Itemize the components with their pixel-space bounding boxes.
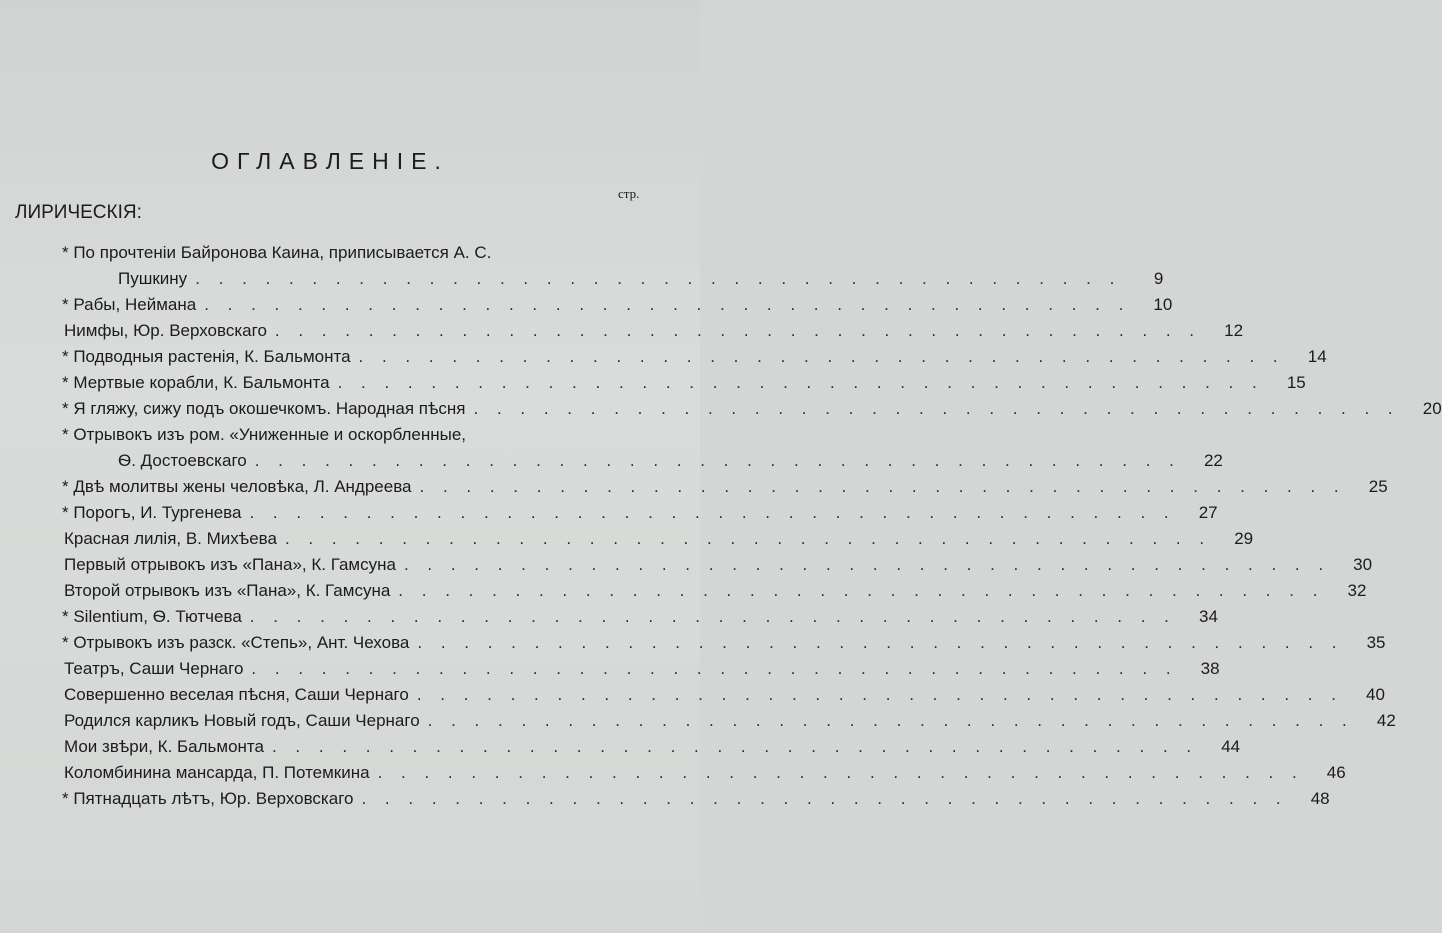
toc-entry-title: Мои звѣри, К. Бальмонта [64,737,264,756]
toc-page-number: 32 [1347,581,1367,600]
toc-entry-title: * Отрывокъ изъ ром. «Униженные и оскорбленные, [62,425,467,444]
toc-entry-line [62,344,1327,370]
leader-dots: . . . . . . . . . . . . . . . . . . . . . . . . . . . . . . . . . . . . . . . . [284,529,1212,548]
toc-entry [62,370,1306,396]
toc-entry [62,292,1173,318]
toc-entry-title: * Мертвые корабли, К. Бальмонта [62,373,330,392]
section-heading: ЛИРИЧЕСКІЯ: [15,202,142,223]
leader-dots: . . . . . . . . . . . . . . . . . . . . . . . . . . . . . . . . . . . . . . . . [398,581,1325,600]
leader-dots: . . . . . . . . . . . . . . . . . . . . . . . . . . . . . . . . . . . . . . . . [274,321,1202,340]
toc-entry-line [64,656,1220,682]
leader-dots: . . . . . . . . . . . . . . . . . . . . . . . . . . . . . . . . . . . . . . . . [403,555,1331,574]
toc-page-number: 9 [1153,269,1164,288]
toc-entry [64,656,1220,682]
toc-page-number: 42 [1376,711,1396,730]
toc-page-number: 35 [1366,633,1386,652]
toc-entry [64,760,1346,786]
toc-page-number: 12 [1224,321,1244,340]
toc-entry-line [64,318,1244,344]
toc-entry-title: Красная лилія, В. Михѣева [64,529,277,548]
toc-entry [62,786,1330,812]
toc-entry-line [62,630,1386,656]
toc-entry [62,474,1388,500]
leader-dots: . . . . . . . . . . . . . . . . . . . . . . . . . . . . . . . . . . . . . . . . [416,685,1343,704]
leader-dots: . . . . . . . . . . . . . . . . . . . . . . . . . . . . . . . . . . . . . . . . [249,503,1176,522]
toc-entry-line [64,708,1396,734]
toc-entry-line [62,500,1218,526]
toc-entry-line [62,292,1173,318]
toc-entry-line [62,474,1388,500]
toc-entry-title: Коломбинина мансарда, П. Потемкина [64,763,370,782]
toc-entry-title: * Я гляжу, сижу подъ окошечкомъ. Народная пѣсня [62,399,466,418]
toc-page-number: 22 [1203,451,1223,470]
toc-page-number: 34 [1199,607,1218,626]
toc-entry-line [62,240,652,266]
toc-entry-line [62,422,652,448]
leader-dots: . . . . . . . . . . . . . . . . . . . . . . . . . . . . . . . . . . . . . . . . [249,607,1176,626]
toc-entry-title: Нимфы, Юр. Верховскаго [64,321,267,340]
page-title: ОГЛАВЛЕНІЕ. [211,148,449,174]
toc-entry-title: Совершенно веселая пѣсня, Саши Чернаго [64,685,409,704]
leader-dots: . . . . . . . . . . . . . . . . . . . . . . . . . . . . . . . . . . . . . . . . [251,659,1178,678]
toc-entry [64,682,1385,708]
toc-entry-title: Второй отрывокъ изъ «Пана», К. Гамсуна [64,581,391,600]
toc-entry-line [64,734,1241,760]
leader-dots: . . . . . . . . . . . . . . . . . . . . . . . . . . . . . . . . . . . . . . . . [473,399,1400,418]
leader-dots: . . . . . . . . . . . . . . . . . . . . . . . . . . . . . . . . . . . . . . . . [195,269,1122,288]
toc-entry [64,708,1396,734]
toc-entry-title: Театръ, Саши Чернаго [64,659,244,678]
toc-entry [62,240,1164,292]
toc-entry-title: Пушкину [118,269,188,288]
toc-entry-title: Первый отрывокъ изъ «Пана», К. Гамсуна [64,555,396,574]
toc-entry-line [62,786,1330,812]
toc-page-number: 14 [1307,347,1327,366]
toc-page-number: 46 [1326,763,1346,782]
toc-entry-line [62,396,1442,422]
toc-entry [62,422,1223,474]
leader-dots: . . . . . . . . . . . . . . . . . . . . . . . . . . . . . . . . . . . . . . . . [419,477,1346,496]
toc-entry-title: Ѳ. Достоевскаго [118,451,247,470]
toc-page-number: 30 [1353,555,1373,574]
leader-dots: . . . . . . . . . . . . . . . . . . . . . . . . . . . . . . . . . . . . . . . . [337,373,1264,392]
toc-page-number: 15 [1286,373,1306,392]
toc-page-number: 20 [1422,399,1442,418]
toc-entry-line [62,448,1223,474]
toc-page-number: 38 [1200,659,1220,678]
toc-entry-title: * Порогъ, И. Тургенева [62,503,242,522]
toc-entry [62,630,1386,656]
toc-entry-title: * Silentium, Ѳ. Тютчева [62,607,242,626]
leader-dots: . . . . . . . . . . . . . . . . . . . . . . . . . . . . . . . . . . . . . . . . [271,737,1199,756]
toc-entry-line [62,370,1306,396]
toc-entry-title: * Отрывокъ изъ разск. «Степь», Ант. Чехова [62,633,410,652]
toc-entry-line [62,266,1164,292]
toc-entry-line [64,682,1385,708]
toc-entry [64,526,1254,552]
toc-page-number: 25 [1368,477,1388,496]
toc-entry [62,344,1327,370]
leader-dots: . . . . . . . . . . . . . . . . . . . . . . . . . . . . . . . . . . . . . . . . [204,295,1131,314]
leader-dots: . . . . . . . . . . . . . . . . . . . . . . . . . . . . . . . . . . . . . . . . [377,763,1304,782]
toc-page-number: 27 [1198,503,1218,522]
toc-page-number: 29 [1234,529,1254,548]
toc-entry-title: * Двѣ молитвы жены человѣка, Л. Андреева [62,477,412,496]
toc-entry [64,578,1367,604]
leader-dots: . . . . . . . . . . . . . . . . . . . . . . . . . . . . . . . . . . . . . . . . [427,711,1354,730]
toc-entry-line [64,552,1373,578]
toc-entry [62,500,1218,526]
toc-page-number: 44 [1221,737,1241,756]
toc-entry-line [64,760,1346,786]
toc-entry [64,734,1241,760]
toc-entry-title: Родился карликъ Новый годъ, Саши Чернаго [64,711,420,730]
toc-entry-title: * Пятнадцать лѣтъ, Юр. Верховскаго [62,789,354,808]
toc-page-number: 40 [1366,685,1385,704]
toc-entry [62,396,1442,422]
leader-dots: . . . . . . . . . . . . . . . . . . . . . . . . . . . . . . . . . . . . . . . . [361,789,1288,808]
toc-entry [64,318,1244,344]
toc-entry-title: * По прочтеніи Байронова Каина, приписывается А. С. [62,243,492,262]
toc-entry [64,552,1373,578]
toc-entry-title: * Рабы, Неймана [62,295,197,314]
toc-page-number: 48 [1310,789,1330,808]
toc-entry-title: * Подводныя растенія, К. Бальмонта [62,347,351,366]
leader-dots: . . . . . . . . . . . . . . . . . . . . . . . . . . . . . . . . . . . . . . . . [254,451,1181,470]
toc-entry-line [62,604,1218,630]
toc-entry [62,604,1218,630]
leader-dots: . . . . . . . . . . . . . . . . . . . . . . . . . . . . . . . . . . . . . . . . [358,347,1285,366]
leader-dots: . . . . . . . . . . . . . . . . . . . . . . . . . . . . . . . . . . . . . . . . [417,633,1344,652]
toc-page-number: 10 [1153,295,1173,314]
toc-entry-line [64,526,1254,552]
toc-entry-line [64,578,1367,604]
page-column-label: стр. [618,186,640,201]
